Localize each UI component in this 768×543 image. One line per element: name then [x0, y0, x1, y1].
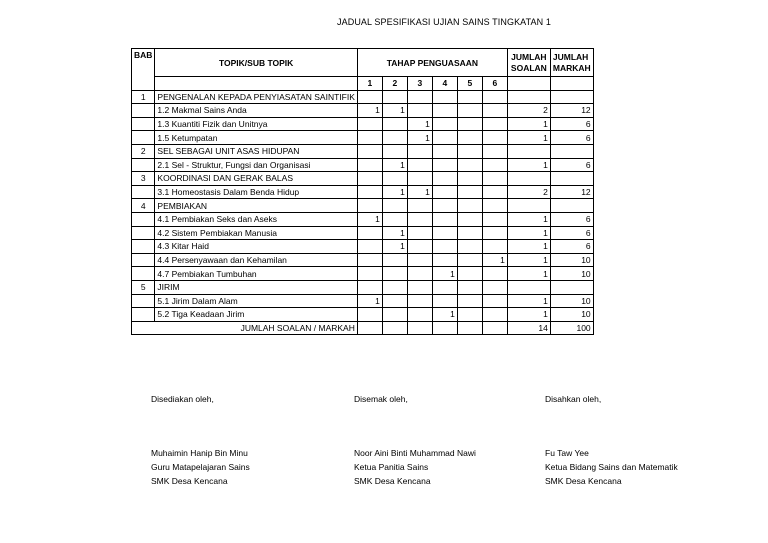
bab-blank — [132, 131, 155, 145]
subtopic-title: 2.1 Sel - Struktur, Fungsi dan Organisasi — [155, 158, 357, 172]
header-jumlah-soalan: JUMLAH SOALAN — [507, 49, 550, 77]
subtopic-title: 3.1 Homeostasis Dalam Benda Hidup — [155, 185, 357, 199]
level-4-count: 1 — [432, 267, 457, 281]
level-5-count — [457, 267, 482, 281]
level-6-count — [482, 104, 507, 118]
level-4-count — [432, 131, 457, 145]
level-3-count — [407, 294, 432, 308]
signature-heading: Disemak oleh, — [354, 394, 408, 404]
jumlah-markah-value: 12 — [550, 104, 593, 118]
level-5-count — [457, 294, 482, 308]
level-2-count — [382, 267, 407, 281]
total-markah: 100 — [550, 321, 593, 335]
level-5-count — [457, 185, 482, 199]
signature-heading: Disediakan oleh, — [151, 394, 214, 404]
level-1-count — [357, 240, 382, 254]
chapter-row — [132, 90, 594, 104]
bab-blank — [132, 104, 155, 118]
empty-cell — [482, 199, 507, 213]
bab-blank — [132, 240, 155, 254]
subtopic-title: 1.5 Ketumpatan — [155, 131, 357, 145]
chapter-number: 3 — [132, 172, 155, 186]
specification-table — [131, 48, 594, 335]
level-2: 2 — [382, 77, 407, 91]
bab-blank — [132, 253, 155, 267]
empty-cell — [407, 199, 432, 213]
empty-cell — [482, 144, 507, 158]
empty-cell — [432, 280, 457, 294]
empty-cell — [407, 144, 432, 158]
empty-cell — [507, 280, 550, 294]
subtopic-row — [132, 253, 594, 267]
subtopic-title: 5.2 Tiga Keadaan Jirim — [155, 308, 357, 322]
level-5-count — [457, 158, 482, 172]
level-3-count — [407, 308, 432, 322]
chapter-title: KOORDINASI DAN GERAK BALAS — [155, 172, 357, 186]
level-3-count: 1 — [407, 131, 432, 145]
jumlah-markah-value: 12 — [550, 185, 593, 199]
level-3-count — [407, 267, 432, 281]
empty-cell — [382, 90, 407, 104]
chapter-title: JIRIM — [155, 280, 357, 294]
level-6-count — [482, 185, 507, 199]
chapter-row — [132, 280, 594, 294]
signature-block — [354, 446, 476, 488]
subtopic-row — [132, 185, 594, 199]
level-1-count: 1 — [357, 104, 382, 118]
level-6-count — [482, 267, 507, 281]
empty-cell — [407, 321, 432, 335]
level-soalan-blank — [507, 77, 550, 91]
empty-cell — [357, 172, 382, 186]
level-3-count — [407, 212, 432, 226]
signature-block — [151, 446, 250, 488]
subtopic-title: 5.1 Jirim Dalam Alam — [155, 294, 357, 308]
level-4-count — [432, 226, 457, 240]
level-4-count — [432, 185, 457, 199]
empty-cell — [457, 321, 482, 335]
level-1-count — [357, 253, 382, 267]
level-2-count: 1 — [382, 104, 407, 118]
level-1-count — [357, 117, 382, 131]
chapter-title: SEL SEBAGAI UNIT ASAS HIDUPAN — [155, 144, 357, 158]
jumlah-soalan-value: 1 — [507, 131, 550, 145]
empty-cell — [482, 172, 507, 186]
level-4-count — [432, 294, 457, 308]
header-tahap: TAHAP PENGUASAAN — [357, 49, 507, 77]
empty-cell — [432, 321, 457, 335]
subtopic-row — [132, 117, 594, 131]
bab-blank — [132, 117, 155, 131]
jumlah-soalan-value: 1 — [507, 212, 550, 226]
subtopic-row — [132, 240, 594, 254]
level-3-count: 1 — [407, 185, 432, 199]
signature-school: SMK Desa Kencana — [354, 476, 431, 486]
empty-cell — [357, 90, 382, 104]
level-5-count — [457, 308, 482, 322]
level-6-count — [482, 226, 507, 240]
jumlah-soalan-value: 1 — [507, 267, 550, 281]
level-3-count: 1 — [407, 117, 432, 131]
jumlah-soalan-value: 2 — [507, 104, 550, 118]
subtopic-row — [132, 294, 594, 308]
level-1-count — [357, 131, 382, 145]
level-6-count — [482, 212, 507, 226]
header-row — [132, 49, 594, 77]
empty-cell — [407, 280, 432, 294]
level-3-count — [407, 226, 432, 240]
level-4-count — [432, 253, 457, 267]
level-6-count — [482, 117, 507, 131]
jumlah-markah-value: 6 — [550, 240, 593, 254]
empty-cell — [357, 321, 382, 335]
empty-cell — [357, 280, 382, 294]
header-topik: TOPIK/SUB TOPIK — [155, 49, 357, 77]
empty-cell — [550, 144, 593, 158]
empty-cell — [550, 172, 593, 186]
bab-blank — [132, 158, 155, 172]
level-5-count — [457, 131, 482, 145]
jumlah-soalan-value: 1 — [507, 294, 550, 308]
jumlah-markah-value: 6 — [550, 131, 593, 145]
chapter-number: 4 — [132, 199, 155, 213]
level-2-count — [382, 294, 407, 308]
header-jumlah-markah: JUMLAH MARKAH — [550, 49, 593, 77]
empty-cell — [432, 90, 457, 104]
empty-cell — [382, 144, 407, 158]
jumlah-markah-value: 6 — [550, 226, 593, 240]
level-1-count: 1 — [357, 212, 382, 226]
subtopic-title: 4.4 Persenyawaan dan Kehamilan — [155, 253, 357, 267]
total-soalan: 14 — [507, 321, 550, 335]
chapter-title: PENGENALAN KEPADA PENYIASATAN SAINTIFIK — [155, 90, 357, 104]
jumlah-soalan-value: 1 — [507, 117, 550, 131]
level-1: 1 — [357, 77, 382, 91]
empty-cell — [507, 199, 550, 213]
subtopic-title: 1.2 Makmal Sains Anda — [155, 104, 357, 118]
bab-blank — [132, 226, 155, 240]
subtopic-row — [132, 212, 594, 226]
jumlah-markah-value: 10 — [550, 294, 593, 308]
level-3-count — [407, 158, 432, 172]
empty-cell — [457, 172, 482, 186]
subtopic-row — [132, 308, 594, 322]
level-2-count: 1 — [382, 226, 407, 240]
empty-cell — [407, 90, 432, 104]
level-4-count — [432, 212, 457, 226]
level-1-count — [357, 185, 382, 199]
signature-block — [545, 446, 678, 488]
empty-cell — [482, 90, 507, 104]
chapter-number: 1 — [132, 90, 155, 104]
level-markah-blank — [550, 77, 593, 91]
level-5-count — [457, 253, 482, 267]
level-6-count — [482, 294, 507, 308]
level-2-count: 1 — [382, 158, 407, 172]
empty-cell — [550, 199, 593, 213]
chapter-row — [132, 172, 594, 186]
level-5-count — [457, 226, 482, 240]
jumlah-markah-value: 6 — [550, 212, 593, 226]
signature-heading: Disahkan oleh, — [545, 394, 602, 404]
signature-school: SMK Desa Kencana — [545, 476, 622, 486]
empty-cell — [382, 321, 407, 335]
subtopic-row — [132, 104, 594, 118]
level-5: 5 — [457, 77, 482, 91]
subtopic-title: 4.3 Kitar Haid — [155, 240, 357, 254]
subtopic-row — [132, 158, 594, 172]
level-5-count — [457, 240, 482, 254]
subtopic-row — [132, 226, 594, 240]
level-row — [132, 77, 594, 91]
level-3-count — [407, 253, 432, 267]
empty-cell — [507, 172, 550, 186]
jumlah-markah-value: 10 — [550, 308, 593, 322]
jumlah-markah-value: 6 — [550, 117, 593, 131]
level-2-count — [382, 308, 407, 322]
level-5-count — [457, 104, 482, 118]
level-4-count — [432, 117, 457, 131]
bab-blank — [132, 308, 155, 322]
level-1-count: 1 — [357, 294, 382, 308]
signature-school: SMK Desa Kencana — [151, 476, 228, 486]
bab-blank — [132, 185, 155, 199]
level-5-count — [457, 117, 482, 131]
level-6-count — [482, 240, 507, 254]
empty-cell — [357, 199, 382, 213]
subtopic-title: 4.7 Pembiakan Tumbuhan — [155, 267, 357, 281]
empty-cell — [382, 280, 407, 294]
empty-cell — [432, 172, 457, 186]
level-6-count: 1 — [482, 253, 507, 267]
jumlah-markah-value: 10 — [550, 267, 593, 281]
empty-cell — [550, 280, 593, 294]
empty-cell — [457, 144, 482, 158]
empty-cell — [550, 90, 593, 104]
empty-cell — [457, 90, 482, 104]
signature-name: Muhaimin Hanip Bin Minu — [151, 448, 248, 458]
chapter-row — [132, 144, 594, 158]
level-2-count: 1 — [382, 185, 407, 199]
signature-name: Fu Taw Yee — [545, 448, 589, 458]
empty-cell — [432, 199, 457, 213]
empty-cell — [357, 144, 382, 158]
level-2-count — [382, 253, 407, 267]
jumlah-soalan-value: 1 — [507, 253, 550, 267]
chapter-row — [132, 199, 594, 213]
subtopic-title: 4.1 Pembiakan Seks dan Aseks — [155, 212, 357, 226]
level-1-count — [357, 226, 382, 240]
level-2-count — [382, 131, 407, 145]
level-4-count: 1 — [432, 308, 457, 322]
jumlah-soalan-value: 2 — [507, 185, 550, 199]
jumlah-soalan-value: 1 — [507, 240, 550, 254]
signature-role: Ketua Bidang Sains dan Matematik — [545, 462, 678, 472]
level-4-count — [432, 158, 457, 172]
level-2-count: 1 — [382, 240, 407, 254]
jumlah-markah-value: 6 — [550, 158, 593, 172]
empty-cell — [482, 321, 507, 335]
empty-cell — [507, 144, 550, 158]
level-1-count — [357, 267, 382, 281]
level-6-count — [482, 308, 507, 322]
jumlah-soalan-value: 1 — [507, 308, 550, 322]
level-6-count — [482, 158, 507, 172]
level-2-count — [382, 117, 407, 131]
jumlah-soalan-value: 1 — [507, 158, 550, 172]
subtopic-row — [132, 267, 594, 281]
level-topic-blank — [155, 77, 357, 91]
empty-cell — [382, 172, 407, 186]
empty-cell — [482, 280, 507, 294]
level-1-count — [357, 308, 382, 322]
level-1-count — [357, 158, 382, 172]
signature-name: Noor Aini Binti Muhammad Nawi — [354, 448, 476, 458]
signature-role: Guru Matapelajaran Sains — [151, 462, 250, 472]
subtopic-title: 1.3 Kuantiti Fizik dan Unitnya — [155, 117, 357, 131]
bab-blank — [132, 294, 155, 308]
level-4: 4 — [432, 77, 457, 91]
level-3-count — [407, 240, 432, 254]
empty-cell — [382, 199, 407, 213]
level-6-count — [482, 131, 507, 145]
level-2-count — [382, 212, 407, 226]
empty-cell — [432, 144, 457, 158]
document-title: JADUAL SPESIFIKASI UJIAN SAINS TINGKATAN 1 — [337, 17, 551, 27]
level-3-count — [407, 104, 432, 118]
bab-blank — [132, 267, 155, 281]
subtopic-title: 4.2 Sistem Pembiakan Manusia — [155, 226, 357, 240]
level-4-count — [432, 240, 457, 254]
chapter-title: PEMBIAKAN — [155, 199, 357, 213]
jumlah-markah-value: 10 — [550, 253, 593, 267]
chapter-number: 2 — [132, 144, 155, 158]
chapter-number: 5 — [132, 280, 155, 294]
subtopic-row — [132, 131, 594, 145]
empty-cell — [457, 199, 482, 213]
signature-role: Ketua Panitia Sains — [354, 462, 429, 472]
empty-cell — [457, 280, 482, 294]
total-label: JUMLAH SOALAN / MARKAH — [132, 321, 358, 335]
empty-cell — [507, 90, 550, 104]
total-row — [132, 321, 594, 335]
level-5-count — [457, 212, 482, 226]
level-6: 6 — [482, 77, 507, 91]
bab-blank — [132, 212, 155, 226]
jumlah-soalan-value: 1 — [507, 226, 550, 240]
empty-cell — [407, 172, 432, 186]
level-3: 3 — [407, 77, 432, 91]
header-bab: BAB — [132, 49, 155, 91]
level-4-count — [432, 104, 457, 118]
